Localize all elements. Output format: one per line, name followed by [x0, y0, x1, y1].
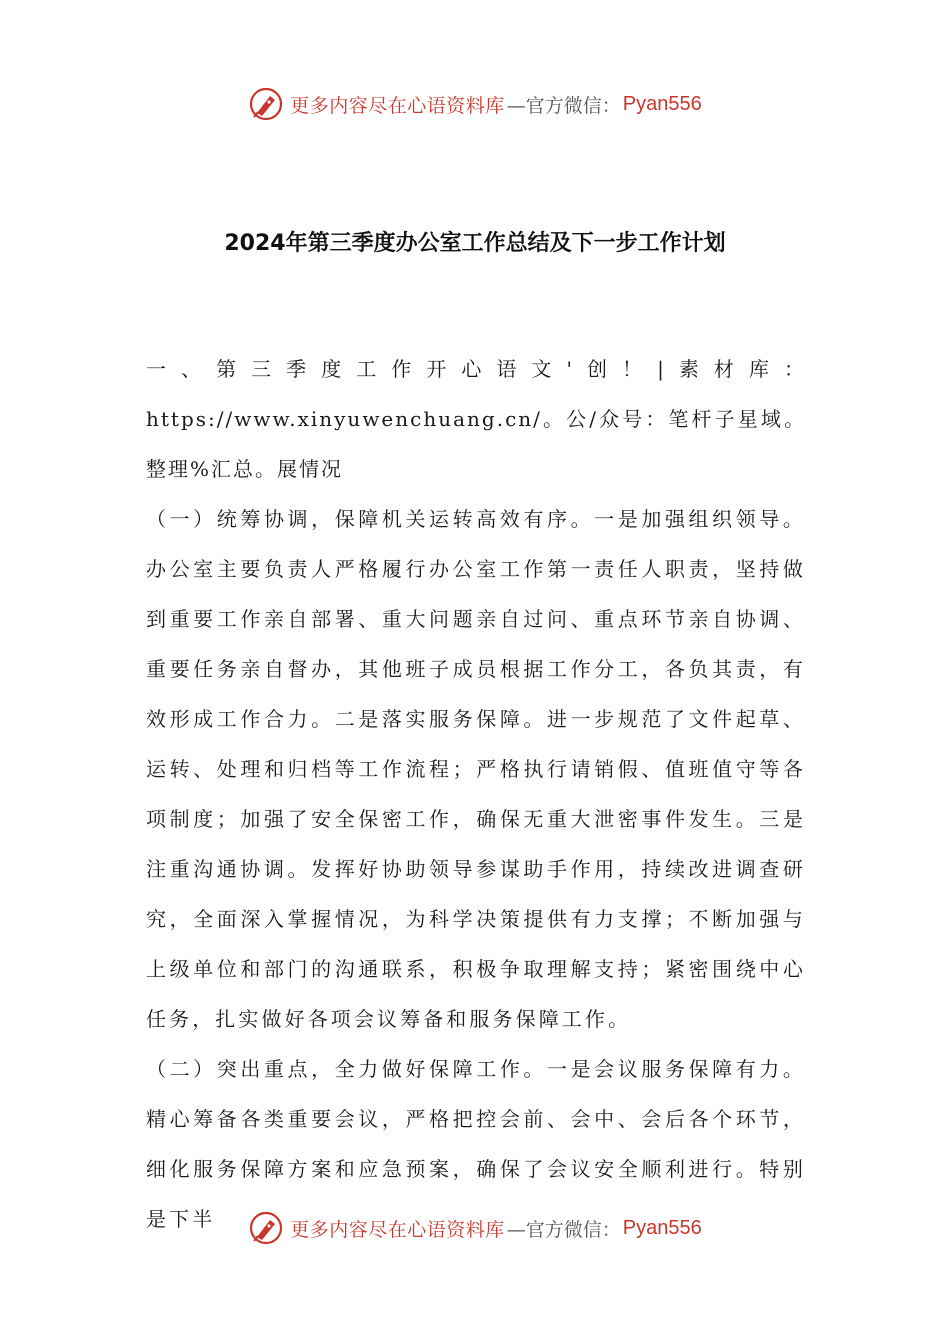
- watermark-separator: —官方微信：: [506, 1218, 621, 1241]
- pen-nib-icon: [248, 1210, 284, 1246]
- watermark-code: Pyan556: [622, 1216, 702, 1239]
- watermark-code: Pyan556: [622, 92, 702, 115]
- document-body: [146, 344, 806, 1244]
- watermark-text: 更多内容尽在心语资料库: [290, 1218, 505, 1241]
- pen-nib-icon: [248, 86, 284, 122]
- body-paragraph: （二）突出重点，全力做好保障工作。一是会议服务保障有力。精心筹备各类重要会议，严格把控会前、会中、会后各个环节，细化服务保障方案和应急预案，确保了会议安全顺利进行。特别是下半: [146, 1057, 806, 1231]
- watermark-separator: —官方微信：: [506, 94, 621, 117]
- body-paragraph: （一）统筹协调，保障机关运转高效有序。一是加强组织领导。办公室主要负责人严格履行办公室工作第一责任人职责，坚持做到重要工作亲自部署、重大问题亲自过问、重点环节亲自协调、重要任务亲自督办，其他班子成员根据工作分工，各负其责，有效形成工作合力。二是落实服务保障。进一步规范了文件起草、运转、处理和归档等工作流程；严格执行请销假、值班值守等各项制度；加强了安全保密工作，确保无重大泄密事件发生。三是注重沟通协调。发挥好协助领导参谋助手作用，持续改进调查研究，全面深入掌握情况，为科学决策提供有力支撑；不断加强与上级单位和部门的沟通联系，积极争取理解支持；紧密围绕中心任务，扎实做好各项会议筹备和服务保障工作。: [146, 507, 806, 1031]
- section-heading-paragraph: 一、第三季度工作开心语文'创！|素材库：https://www.xinyuwenchuang.cn/。公/众号：笔杆子星域。整理%汇总。展情况: [146, 357, 806, 481]
- watermark-banner-bottom: [0, 1206, 950, 1250]
- document-title: 2024年第三季度办公室工作总结及下一步工作计划: [224, 231, 726, 256]
- watermark-text: 更多内容尽在心语资料库: [290, 94, 505, 117]
- watermark-banner-top: [0, 82, 950, 126]
